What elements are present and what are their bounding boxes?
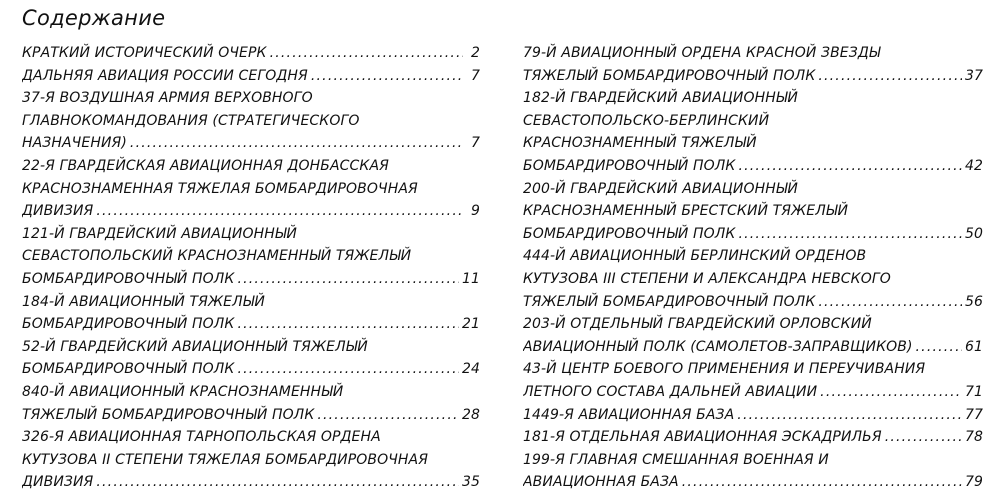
toc-leader-dots [311,65,463,88]
toc-page-number: 37 [964,67,983,84]
toc-page-number: 28 [461,406,480,423]
toc-entry[interactable] [523,178,983,246]
toc-leader-dots [820,381,962,404]
toc-entry-last-line [22,42,480,65]
toc-leader-dots [317,404,459,427]
toc-page-number: 42 [964,157,983,174]
toc-entry-last-line [523,155,983,178]
toc-leader-dots [682,471,962,494]
toc-entry-title-line: КРАСНОЗНАМЕННЫЙ БРЕСТСКИЙ ТЯЖЕЛЫЙ [523,203,849,220]
toc-leader-dots [738,223,962,246]
toc-entry[interactable] [523,449,983,494]
toc-entry-title-line: 200-Й ГВАРДЕЙСКИЙ АВИАЦИОННЫЙ [523,180,798,197]
toc-entry-last-line [523,426,983,449]
page-title: Содержание [22,6,166,30]
toc-leader-dots [237,268,459,291]
toc-entry-title-line: 184-Й АВИАЦИОННЫЙ ТЯЖЕЛЫЙ [22,293,265,310]
toc-page-number: 35 [461,474,480,491]
toc-entry[interactable] [523,87,983,177]
toc-page-number: 77 [964,406,983,423]
toc-page-number: 71 [964,383,983,400]
toc-entry-title-line: ДИВИЗИЯ [22,474,94,491]
toc-leader-dots [237,358,459,381]
toc-entry-last-line [22,471,480,494]
toc-entry-last-line [22,65,480,88]
toc-entry-title-line: 37-Я ВОЗДУШНАЯ АРМИЯ ВЕРХОВНОГО [22,90,313,107]
toc-right-column [523,42,983,494]
toc-entry-last-line [523,223,983,246]
toc-page-number: 9 [470,203,480,220]
toc-entry-title-line: КРАСНОЗНАМЕННЫЙ ТЯЖЕЛЫЙ [523,135,757,152]
toc-entry-title-line: 444-Й АВИАЦИОННЫЙ БЕРЛИНСКИЙ ОРДЕНОВ [523,248,867,265]
toc-entry-title-line: ГЛАВНОКОМАНДОВАНИЯ (СТРАТЕГИЧЕСКОГО [22,112,360,129]
toc-entry-title-line: ТЯЖЕЛЫЙ БОМБАРДИРОВОЧНЫЙ ПОЛК [523,293,816,310]
toc-leader-dots [916,336,962,359]
toc-page-number: 2 [470,45,480,61]
toc-leader-dots [96,200,463,223]
toc-leader-dots [818,291,962,314]
toc-entry-title-line: 181-Я ОТДЕЛЬНАЯ АВИАЦИОННАЯ ЭСКАДРИЛЬЯ [523,429,882,446]
toc-entry-title-line: 52-Й ГВАРДЕЙСКИЙ АВИАЦИОННЫЙ ТЯЖЕЛЫЙ [22,338,368,355]
toc-entry-title-line: КУТУЗОВА III СТЕПЕНИ И АЛЕКСАНДРА НЕВСКОГО [523,270,891,287]
toc-entry-title-line: СЕВАСТОПОЛЬСКО-БЕРЛИНСКИЙ [523,112,770,129]
toc-entry-last-line [523,291,983,314]
toc-leader-dots [96,471,459,494]
toc-entry-title-line: 199-Я ГЛАВНАЯ СМЕШАННАЯ ВОЕННАЯ И [523,451,829,468]
toc-entry-last-line [22,404,480,427]
toc-page-number: 56 [964,293,983,310]
toc-entry[interactable] [22,42,480,65]
toc-entry-title-line: 22-Я ГВАРДЕЙСКАЯ АВИАЦИОННАЯ ДОНБАССКАЯ [22,157,389,174]
toc-entry-title-line: 43-Й ЦЕНТР БОЕВОГО ПРИМЕНЕНИЯ И ПЕРЕУЧИВАНИЯ [523,361,926,378]
toc-entry-last-line [523,471,983,494]
toc-entry-title-line: 326-Я АВИАЦИОННАЯ ТАРНОПОЛЬСКАЯ ОРДЕНА [22,429,381,446]
toc-page-number: 79 [964,474,983,491]
toc-entry[interactable] [523,313,983,358]
toc-entry-title-line: АВИАЦИОННЫЙ ПОЛК (САМОЛЕТОВ-ЗАПРАВЩИКОВ) [523,338,913,355]
toc-entry-title-line: СЕВАСТОПОЛЬСКИЙ КРАСНОЗНАМЕННЫЙ ТЯЖЕЛЫЙ [22,248,412,265]
toc-entry-title-line: ТЯЖЕЛЫЙ БОМБАРДИРОВОЧНЫЙ ПОЛК [523,67,816,84]
toc-entry-title-line: КРАТКИЙ ИСТОРИЧЕСКИЙ ОЧЕРК [22,45,267,61]
toc-entry-title-line: БОМБАРДИРОВОЧНЫЙ ПОЛК [22,316,235,333]
toc-entry-title-line: КРАСНОЗНАМЕННАЯ ТЯЖЕЛАЯ БОМБАРДИРОВОЧНАЯ [22,180,418,197]
toc-entry-title-line: БОМБАРДИРОВОЧНЫЙ ПОЛК [523,225,736,242]
toc-page-number: 7 [470,67,480,84]
toc-leader-dots [270,42,463,65]
toc-entry-last-line [523,336,983,359]
toc-entry-title-line: КУТУЗОВА II СТЕПЕНИ ТЯЖЕЛАЯ БОМБАРДИРОВОЧНАЯ [22,451,429,468]
toc-entry[interactable] [22,426,480,494]
toc-page-number: 61 [964,338,983,355]
toc-page-number: 7 [470,135,480,152]
toc-page-number: 21 [461,316,480,333]
toc-page-number: 78 [964,429,983,446]
toc-entry[interactable] [22,381,480,426]
toc-entry[interactable] [523,426,983,449]
toc-entry-last-line [22,268,480,291]
toc-entry-last-line [523,381,983,404]
toc-entry[interactable] [523,404,983,427]
toc-entry[interactable] [22,223,480,291]
toc-entry-last-line [523,404,983,427]
toc-entry-title-line: 840-Й АВИАЦИОННЫЙ КРАСНОЗНАМЕННЫЙ [22,383,344,400]
toc-entry-title-line: 182-Й ГВАРДЕЙСКИЙ АВИАЦИОННЫЙ [523,90,798,107]
toc-entry[interactable] [523,358,983,403]
toc-entry-title-line: ДАЛЬНЯЯ АВИАЦИЯ РОССИИ СЕГОДНЯ [22,67,308,84]
toc-leader-dots [130,132,463,155]
toc-entry-title-line: НАЗНАЧЕНИЯ) [22,135,127,152]
toc-entry[interactable] [523,42,983,87]
toc-entry-title-line: ЛЕТНОГО СОСТАВА ДАЛЬНЕЙ АВИАЦИИ [523,383,818,400]
toc-entry[interactable] [22,291,480,336]
toc-entry[interactable] [523,245,983,313]
toc-entry-title-line: ТЯЖЕЛЫЙ БОМБАРДИРОВОЧНЫЙ ПОЛК [22,406,315,423]
toc-entry[interactable] [22,155,480,223]
toc-entry-title-line: БОМБАРДИРОВОЧНЫЙ ПОЛК [22,361,235,378]
toc-left-column [22,42,480,494]
toc-page-number: 24 [461,361,480,378]
toc-entry-last-line [22,358,480,381]
toc-leader-dots [818,65,962,88]
toc-entry-title-line: 1449-Я АВИАЦИОННАЯ БАЗА [523,406,735,423]
toc-leader-dots [737,404,962,427]
toc-leader-dots [738,155,962,178]
toc-entry-title-line: 203-Й ОТДЕЛЬНЫЙ ГВАРДЕЙСКИЙ ОРЛОВСКИЙ [523,316,872,333]
toc-entry-last-line [22,132,480,155]
toc-entry[interactable] [22,336,480,381]
toc-page-number: 50 [964,225,983,242]
toc-entry-title-line: 79-Й АВИАЦИОННЫЙ ОРДЕНА КРАСНОЙ ЗВЕЗДЫ [523,45,881,61]
toc-entry[interactable] [22,87,480,155]
toc-leader-dots [237,313,459,336]
toc-page-number: 11 [461,270,480,287]
toc-entry-last-line [523,65,983,88]
toc-entry-title-line: БОМБАРДИРОВОЧНЫЙ ПОЛК [22,270,235,287]
toc-entry-last-line [22,200,480,223]
toc-entry-last-line [22,313,480,336]
toc-entry-title-line: 121-Й ГВАРДЕЙСКИЙ АВИАЦИОННЫЙ [22,225,297,242]
toc-leader-dots [885,426,962,449]
toc-entry-title-line: АВИАЦИОННАЯ БАЗА [523,474,679,491]
toc-entry-title-line: БОМБАРДИРОВОЧНЫЙ ПОЛК [523,157,736,174]
toc-entry[interactable] [22,65,480,88]
toc-entry-title-line: ДИВИЗИЯ [22,203,94,220]
